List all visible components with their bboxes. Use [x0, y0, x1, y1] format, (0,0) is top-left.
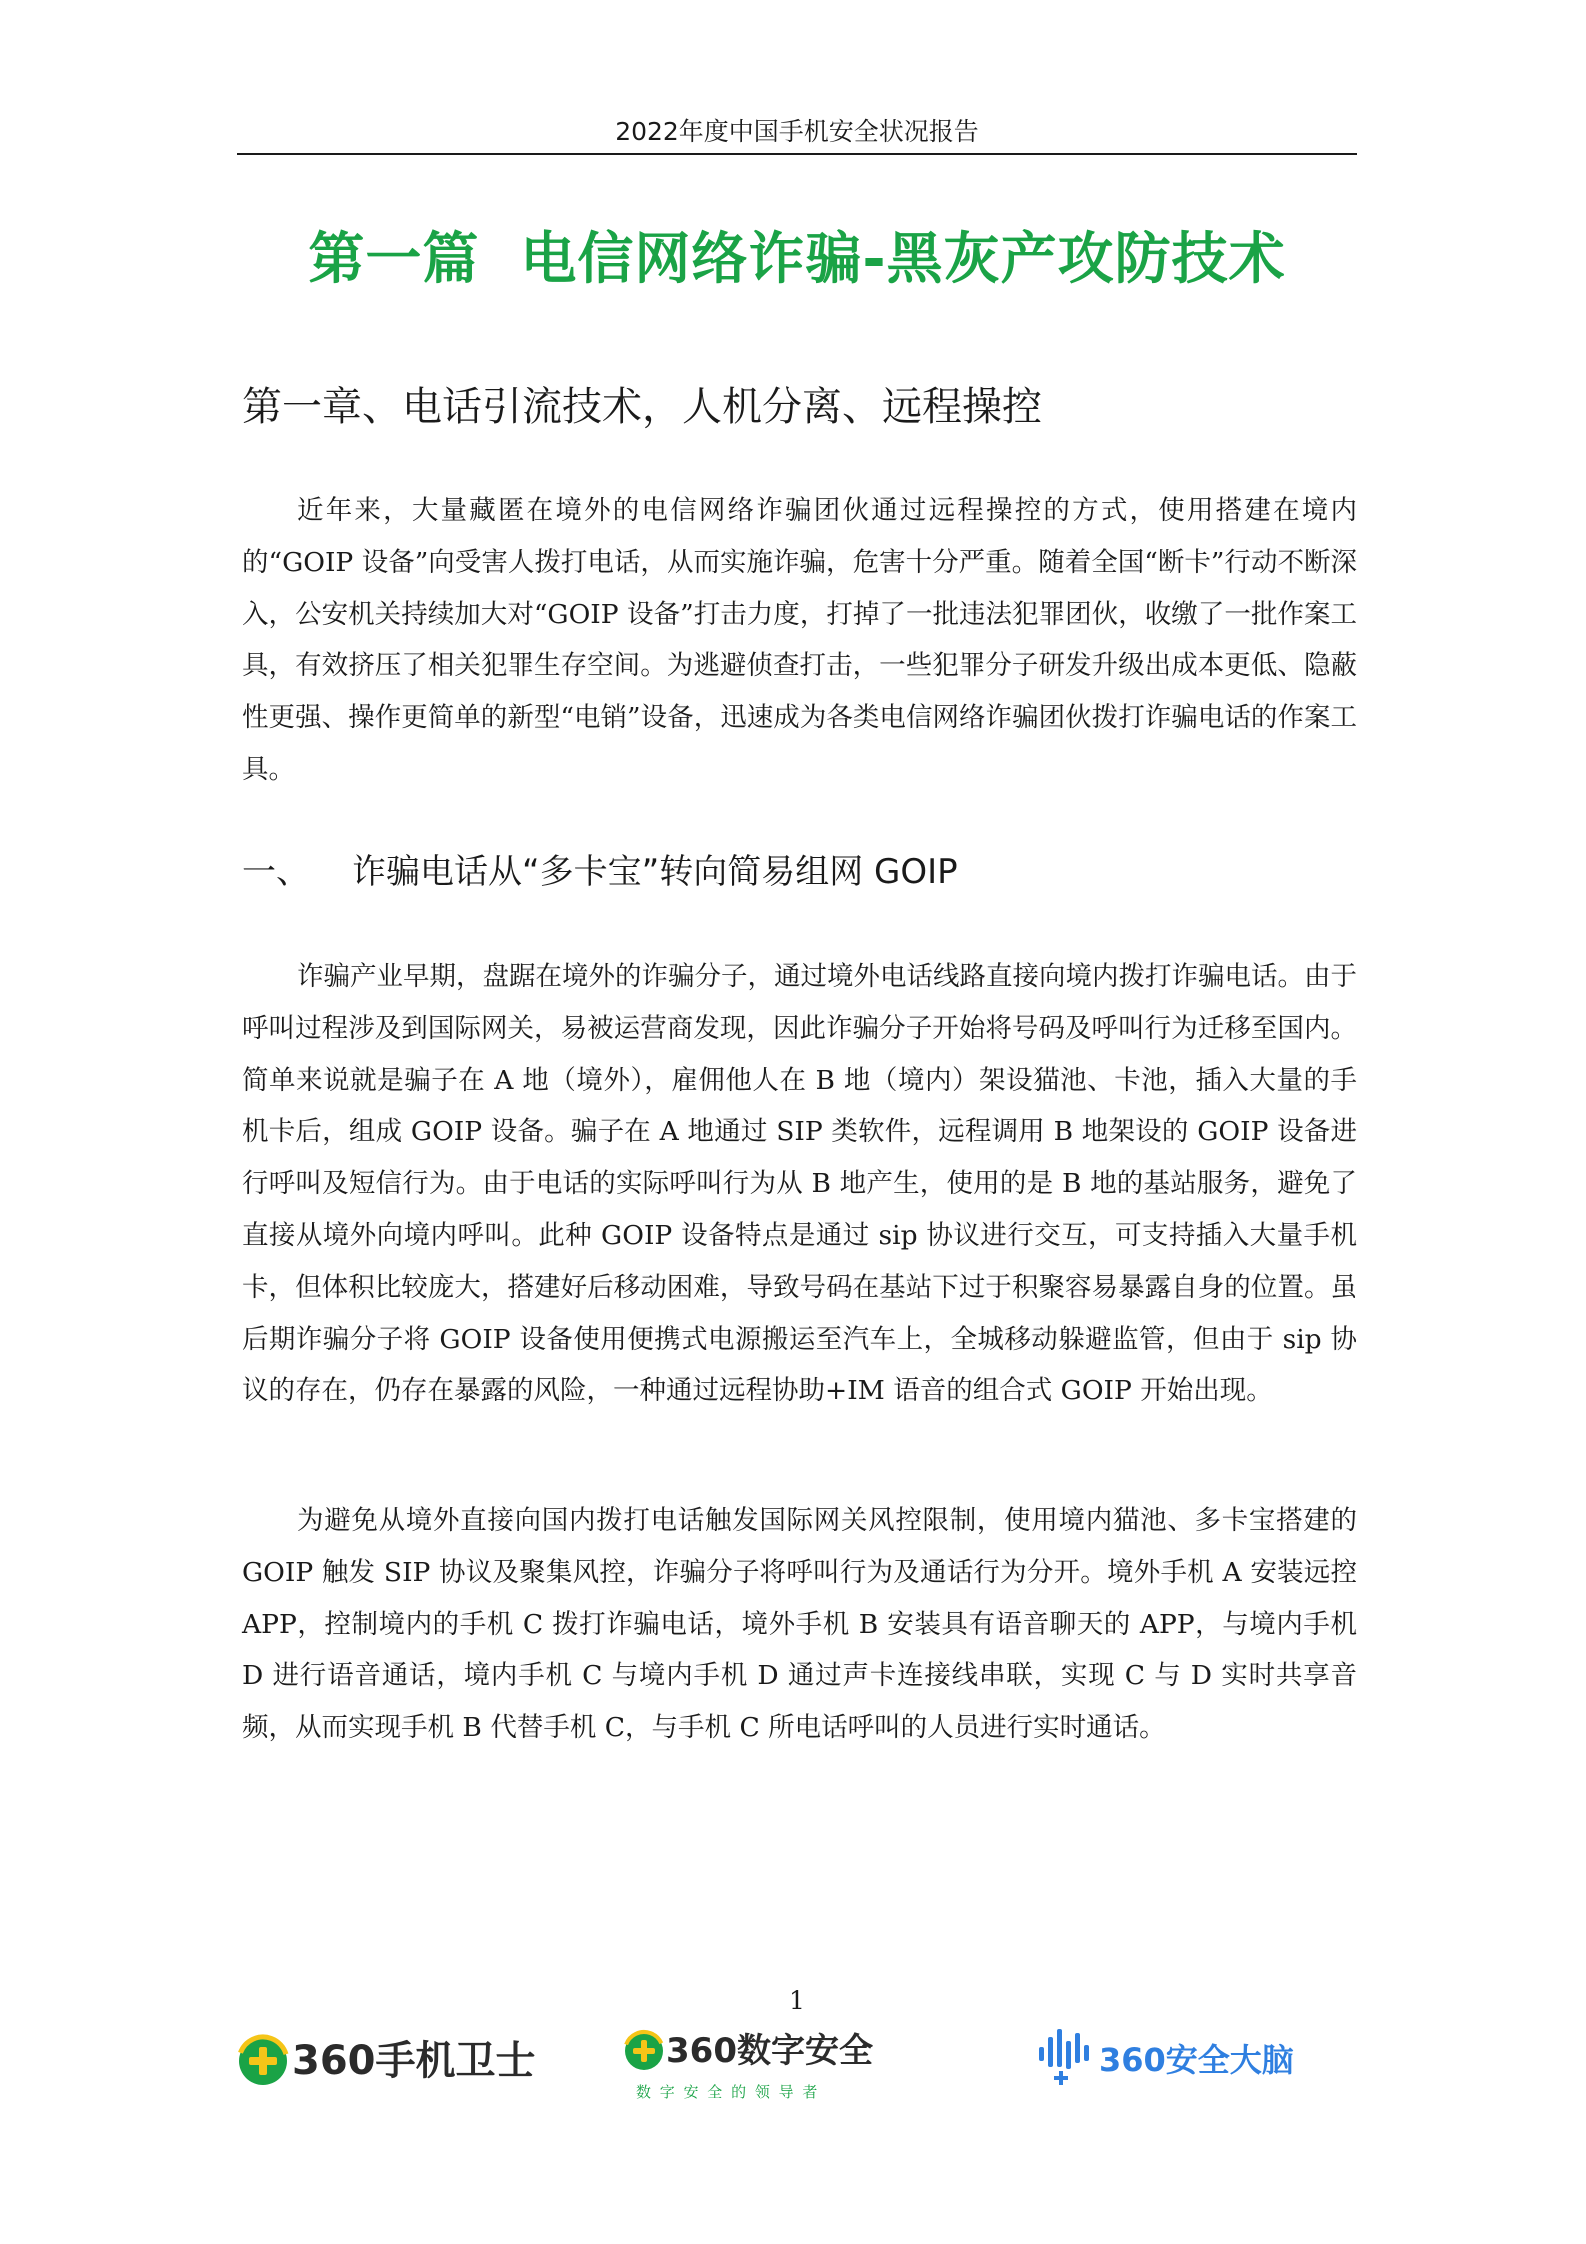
section-heading — [242, 845, 1357, 899]
paragraph-early-fraud: 诈骗产业早期，盘踞在境外的诈骗分子，通过境外电话线路直接向境内拨打诈骗电话。由于呼叫过程涉及到国际网关，易被运营商发现，因此诈骗分子开始将号码及呼叫行为迁移至国内。简单来说就是骗子在 A 地（境外），雇佣他人在 B 地（境内）架设猫池、卡池，插入大量的手机卡后，组成 GOIP 设备。骗子在 A 地通过 SIP 类软件，远程调用 B 地架设的 GOIP 设备进行呼叫及短信行为。由于电话的实际呼叫行为从 B 地产生，使用的是 B 地的基站服务，避免了直接从境外向境内呼叫。此种 GOIP 设备特点是通过 sip 协议进行交互，可支持插入大量手机卡，但体积比较庞大，搭建好后移动困难，导致号码在基站下过于积聚容易暴露自身的位置。虽后期诈骗分子将 GOIP 设备使用便携式电源搬运至汽车上，全城移动躲避监管，但由于 sip 协议的存在，仍存在暴露的风险，一种通过远程协助+IM 语音的组合式 GOIP 开始出现。 — [242, 961, 1357, 1407]
paragraph-intro: 近年来，大量藏匿在境外的电信网络诈骗团伙通过远程操控的方式，使用搭建在境内的“GOIP 设备”向受害人拨打电话，从而实施诈骗，危害十分严重。随着全国“断卡”行动不断深入，公安机关持续加大对“GOIP 设备”打击力度，打掉了一批违法犯罪团伙，收缴了一批作案工具，有效挤压了相关犯罪生存空间。为逃避侦查打击，一些犯罪分子研发升级出成本更低、隐蔽性更强、操作更简单的新型“电销”设备，迅速成为各类电信网络诈骗团伙拨打诈骗电话的作案工具。 — [242, 495, 1357, 785]
chapter-title: 第一章、电话引流技术，人机分离、远程操控 — [242, 384, 1042, 430]
section-number: 一、 — [242, 852, 310, 892]
soundwave-icon — [1037, 2025, 1097, 2095]
logo-360-mobile-guard-text: 360手机卫士 — [292, 2038, 536, 2084]
logo-360-digital-security-slogan: 数 字 安 全 的 领 导 者 — [636, 2083, 820, 2101]
page-number: 1 — [789, 1986, 805, 2015]
section-title-text: 诈骗电话从“多卡宝”转向简易组网 GOIP — [352, 852, 958, 892]
logo-360-security-brain — [1037, 2025, 1357, 2115]
logo-360-security-brain-text: 360安全大脑 — [1099, 2041, 1294, 2079]
part-title: 第一篇 电信网络诈骗-黑灰产攻防技术 — [308, 227, 1286, 292]
header-divider — [237, 153, 1357, 155]
running-header: 2022年度中国手机安全状况报告 — [615, 117, 979, 146]
logo-360-digital-security-text: 360数字安全 — [666, 2031, 873, 2071]
footer-logos — [237, 2025, 1357, 2115]
paragraph-separation: 为避免从境外直接向国内拨打电话触发国际网关风控限制，使用境内猫池、多卡宝搭建的 GOIP 触发 SIP 协议及聚集风控，诈骗分子将呼叫行为及通话行为分开。境外手机 A 安装远控 APP，控制境内的手机 C 拨打诈骗电话，境外手机 B 安装具有语音聊天的 APP，与境内手机 D 进行语音通话，境内手机 C 与境内手机 D 通过声卡连接线串联，实现 C 与 D 实时共享音频，从而实现手机 B 代替手机 C，与手机 C 所电话呼叫的人员进行实时通话。 — [242, 1505, 1357, 1744]
logo-360-mobile-guard — [237, 2025, 577, 2115]
logo-360-digital-security — [622, 2025, 942, 2115]
